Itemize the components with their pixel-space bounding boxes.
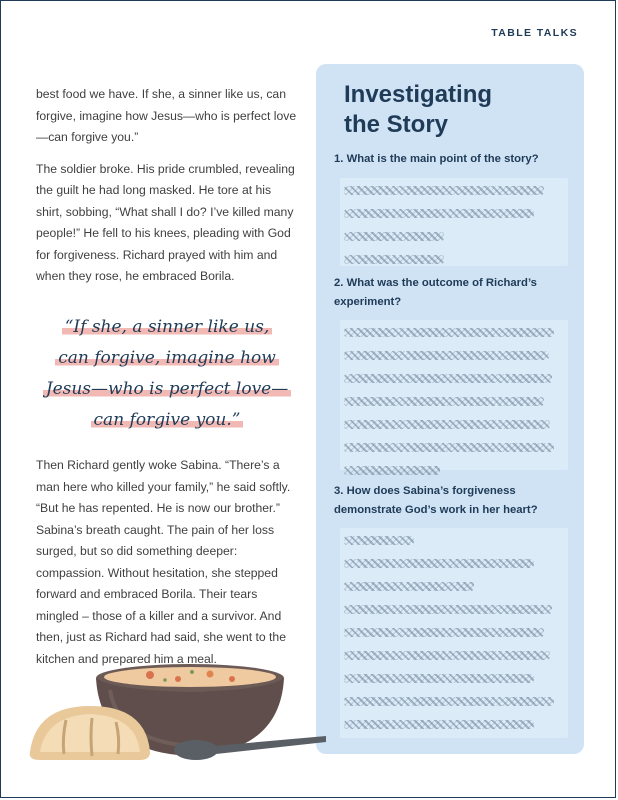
soup-bread-illustration [0, 660, 340, 800]
pull-quote-line: Jesus—who is perfect love— [43, 379, 292, 399]
answer-line [344, 443, 554, 452]
answer-line [344, 720, 534, 729]
panel-title [344, 80, 492, 140]
answer-line [344, 697, 554, 706]
pull-quote-line: can forgive you.” [91, 410, 244, 430]
answer-line [344, 420, 550, 429]
answer-line [344, 559, 534, 568]
pull-quote-line: “If she, a sinner like us, [62, 317, 273, 337]
question-number: 2. [334, 277, 344, 289]
discussion-panel [316, 64, 584, 754]
answer-line [344, 255, 444, 264]
answer-line [344, 328, 554, 337]
question-number: 3. [334, 485, 344, 497]
story-paragraph-1: best food we have. If she, a sinner like us, can forgive, imagine how Jesus—who is perfect love—can forgive you.” [36, 87, 297, 144]
answer-area-3[interactable] [340, 528, 568, 738]
answer-line [344, 186, 544, 195]
question-text: What was the outcome of Richard’s experiment? [334, 277, 537, 308]
answer-line [344, 374, 552, 383]
answer-area-2[interactable] [340, 320, 568, 470]
panel-title-line-2: the Story [344, 111, 449, 138]
answer-line [344, 628, 544, 637]
answer-line [344, 674, 534, 683]
answer-line [344, 536, 414, 545]
answer-line [344, 397, 544, 406]
answer-line [344, 582, 474, 591]
question-text: What is the main point of the story? [346, 153, 539, 165]
answer-line [344, 232, 444, 241]
question-text: How does Sabina’s forgiveness demonstrate God’s work in her heart? [334, 485, 538, 516]
question-2 [334, 274, 570, 312]
story-paragraph-3: Then Richard gently woke Sabina. “There’s a man here who killed your family,” he said softly. “But he has repented. He is now our brother.” Sabina’s breath caught. The pain of her loss surged, but so did something deeper: compassion. Without hesitation, she stepped forward and embraced Borila. Their tears mingled – those of a killer and a survivor. And then, just as Richard had said, she went to the kitchen and prepared him a meal. [36, 458, 291, 666]
answer-area-1[interactable] [340, 178, 568, 266]
answer-line [344, 466, 440, 475]
pull-quote [36, 312, 298, 436]
answer-line [344, 605, 552, 614]
story-column-bottom [36, 443, 298, 682]
story-paragraph-2: The soldier broke. His pride crumbled, revealing the guilt he had long masked. He tore at his shirt, sobbing, “What shall I do? I’ve killed many people!” He fell to his knees, pleading with God for forgiveness. Richard prayed with him and when they rose, he embraced Borila. [36, 161, 295, 283]
question-3 [334, 482, 570, 520]
answer-line [344, 209, 534, 218]
question-number: 1. [334, 153, 344, 165]
answer-line [344, 651, 550, 660]
pull-quote-line: can forgive, imagine how [55, 348, 279, 368]
question-1 [334, 150, 570, 169]
story-column-top [36, 84, 298, 298]
section-label: TABLE TALKS [491, 27, 578, 39]
answer-line [344, 351, 549, 360]
panel-title-line-1: Investigating [344, 81, 493, 108]
